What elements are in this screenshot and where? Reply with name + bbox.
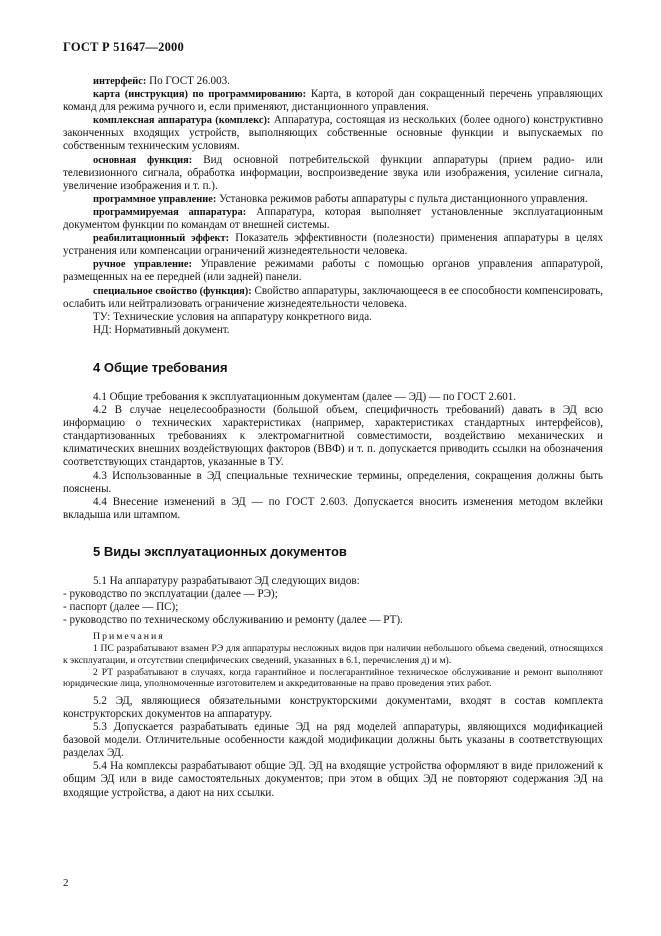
definition-item	[63, 285, 603, 311]
section-5-heading: 5 Виды эксплуатационных документов	[93, 543, 347, 559]
definition-item	[63, 88, 603, 114]
paragraph: 4.2 В случае нецелесообразности (большой объем, специфичность требований) давать в ЭД всю информацию о технических характеристиках (например, характеристиках стандартных интерфейсов), стандартизованных требованиях к электромагнитной совместимости, воздействию механических и климатических внешних воздействующих факторов (ВВФ) и т. п. допускается приводить ссылки на обозначения соответствующих стандартов, указанные в ТУ.	[63, 404, 603, 469]
paragraph: 5.4 На комплексы разрабатывают общие ЭД. ЭД на входящие устройства оформляют в виде приложений к общим ЭД или в виде самостоятельных документов; при этом в общих ЭД не повторяют содержания ЭД на входящие устройства, а дают на них ссылки.	[63, 760, 603, 799]
definition-item	[63, 193, 603, 206]
abbreviation-item: НД: Нормативный документ.	[93, 323, 230, 336]
list-item: - паспорт (далее — ПС);	[63, 601, 179, 614]
document-types-list	[63, 588, 603, 627]
definition-text: Карта, в которой дан сокращенный перечень управляющих команд для режима ручного и, если применяют, дистанционного управления.	[63, 88, 603, 114]
definition-term: специальное свойство (функция):	[93, 285, 252, 297]
definitions-list	[63, 75, 603, 337]
list-item: - руководство по техническому обслуживанию и ремонту (далее — РТ).	[63, 614, 403, 627]
definition-term: реабилитационный эффект:	[93, 233, 230, 245]
definition-item	[63, 154, 603, 193]
section-4-body	[63, 391, 603, 522]
paragraph: 4.1 Общие требования к эксплуатационным документам (далее — ЭД) — по ГОСТ 2.601.	[93, 390, 517, 403]
definition-text: Свойство аппаратуры, заключающееся в ее способности компенсировать, ослабить или нейтрализовать ограничение жизнедеятельности человека.	[63, 284, 603, 310]
definition-text: Аппаратура, которая выполняет установленные эксплуатационным документом функции по командам от внешней системы.	[63, 205, 603, 232]
definition-term: интерфейс:	[93, 76, 147, 87]
page-content	[63, 75, 603, 800]
definition-item	[63, 206, 603, 232]
definition-term: комплексная аппаратура (комплекс):	[93, 115, 271, 127]
definition-text: Вид основной потребительской функции аппаратуры (прием радио- или телевизионного сигнала, обработка информации, воспроизведение звука или изображения, усиление сигнала, увеличение изображения и т. п.).	[63, 153, 603, 192]
paragraph: 5.2 ЭД, являющиеся обязательными конструкторскими документами, входят в состав комплекта конструкторских документов на аппаратуру.	[63, 694, 603, 720]
note-item: 2 РТ разрабатывают в случаях, когда гарантийное и послегарантийное техническое обслуживание и ремонт выполняют юридические лица, уполномоченные изготовителем и аккредитованные на право проведения этих работ.	[63, 666, 603, 690]
definition-item	[63, 114, 603, 153]
definition-term: ручное управление:	[93, 259, 192, 271]
paragraph: 4.3 Использованные в ЭД специальные технические термины, определения, сокращения должны быть пояснены.	[63, 469, 603, 495]
note-item: 1 ПС разрабатывают взамен РЭ для аппаратуры несложных видов при наличии небольшого объема сведений, относящихся к эксплуатации, и отсутствии специфических сведений, указанных в 6.1, перечисления д) и м).	[63, 643, 603, 667]
section-4-heading: 4 Общие требования	[93, 359, 228, 375]
definition-term: карта (инструкция) по программированию:	[93, 89, 307, 101]
document-code-header: ГОСТ Р 51647—2000	[63, 40, 184, 54]
definition-text: Показатель эффективности (полезности) применения аппаратуры в целях устранения или компенсации ограничений жизнедеятельности человека.	[63, 232, 604, 258]
definition-term: основная функция:	[93, 154, 193, 166]
section-5-body	[63, 575, 603, 800]
definition-text: Аппаратура, состоящая из нескольких (более одного) конструктивно законченных входящих устройств, выполняющих собственные основные функции и выпускаемых по собственным техническим условиям.	[63, 114, 603, 153]
definition-term: программируемая аппаратура:	[93, 206, 247, 218]
abbreviation-item: ТУ: Технические условия на аппаратуру конкретного вида.	[93, 310, 372, 323]
definition-text: Управление режимами работы с помощью органов управления аппаратурой, размещенных на ее передней (или задней) панели.	[63, 258, 603, 284]
definition-item	[63, 232, 603, 258]
paragraph: 5.1 На аппаратуру разрабатывают ЭД следующих видов:	[93, 575, 360, 587]
definition-item	[63, 75, 603, 88]
definition-text: Установка режимов работы аппаратуры с пульта дистанционного управления.	[216, 192, 588, 205]
paragraph: 5.3 Допускается разрабатывать единые ЭД на ряд моделей аппаратуры, являющихся модификацией базовой модели. Отличительные особенности каждой модификации должны быть указаны в соответствующих разделах ЭД.	[63, 721, 603, 760]
paragraph: 4.4 Внесение изменений в ЭД — по ГОСТ 2.603. Допускается вносить изменения методом вклейки вкладыша или штампом.	[63, 495, 603, 521]
definition-text: По ГОСТ 26.003.	[146, 75, 230, 87]
notes-title: Примечания	[93, 631, 165, 643]
definition-item	[63, 258, 603, 284]
definition-term: программное управление:	[93, 193, 217, 205]
page-number: 2	[63, 877, 69, 889]
list-item: - руководство по эксплуатации (далее — РЭ);	[63, 588, 278, 601]
